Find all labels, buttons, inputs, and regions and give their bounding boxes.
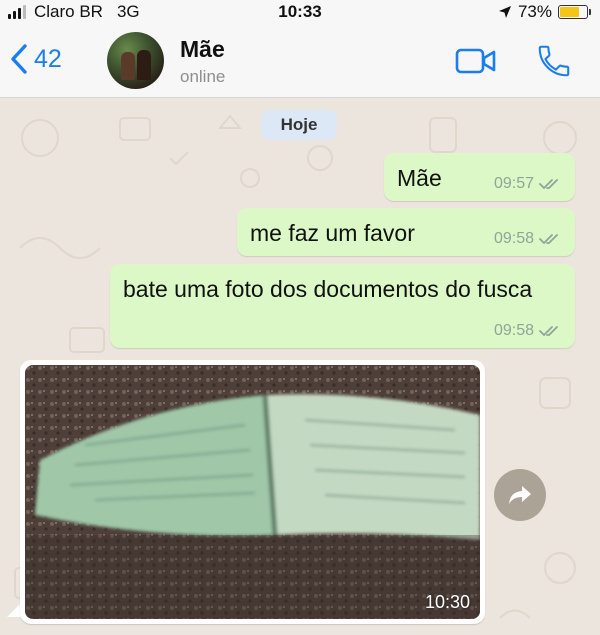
message-meta (494, 175, 561, 193)
back-button[interactable] (10, 44, 62, 74)
double-check-icon (539, 178, 561, 190)
message-text: me faz um favor (250, 220, 415, 246)
unread-count: 42 (34, 44, 62, 73)
chat-area[interactable] (0, 98, 600, 635)
photo-bubble-tail (7, 603, 21, 617)
battery-icon (558, 5, 588, 19)
location-arrow-icon (498, 5, 512, 19)
avatar[interactable] (107, 32, 164, 89)
message-meta (494, 322, 561, 340)
battery-percent: 73% (517, 2, 552, 21)
double-check-icon (539, 325, 561, 337)
back-chevron-icon (10, 44, 28, 74)
phone-icon[interactable] (535, 42, 573, 80)
message-time: 09:58 (493, 230, 534, 247)
photo-image (25, 365, 480, 619)
message-time: 09:57 (493, 175, 534, 192)
network-label: 3G (116, 2, 140, 21)
photo-message[interactable] (20, 360, 485, 624)
double-check-icon (539, 233, 561, 245)
status-time: 10:33 (278, 2, 322, 21)
chat-header (0, 24, 600, 98)
battery-fill (560, 7, 579, 17)
forward-button[interactable] (494, 469, 546, 521)
message-text: bate uma foto dos documentos do fusca (123, 276, 533, 302)
message-time: 09:58 (493, 322, 534, 339)
photo-time: 10:30 (424, 592, 470, 612)
date-badge: Hoje (261, 110, 337, 140)
contact-name[interactable]: Mãe (180, 36, 225, 62)
message-text: Mãe (397, 165, 442, 191)
contact-status: online (180, 67, 226, 86)
status-right (498, 2, 588, 22)
message-bubble[interactable] (110, 264, 575, 348)
forward-icon (507, 484, 533, 506)
message-bubble[interactable] (384, 153, 575, 201)
photo-icon[interactable] (25, 365, 480, 619)
message-bubble[interactable] (237, 208, 575, 256)
carrier-label: Claro BR (34, 2, 103, 21)
message-meta (494, 230, 561, 248)
status-bar (0, 0, 600, 24)
video-call-icon[interactable] (455, 48, 497, 74)
